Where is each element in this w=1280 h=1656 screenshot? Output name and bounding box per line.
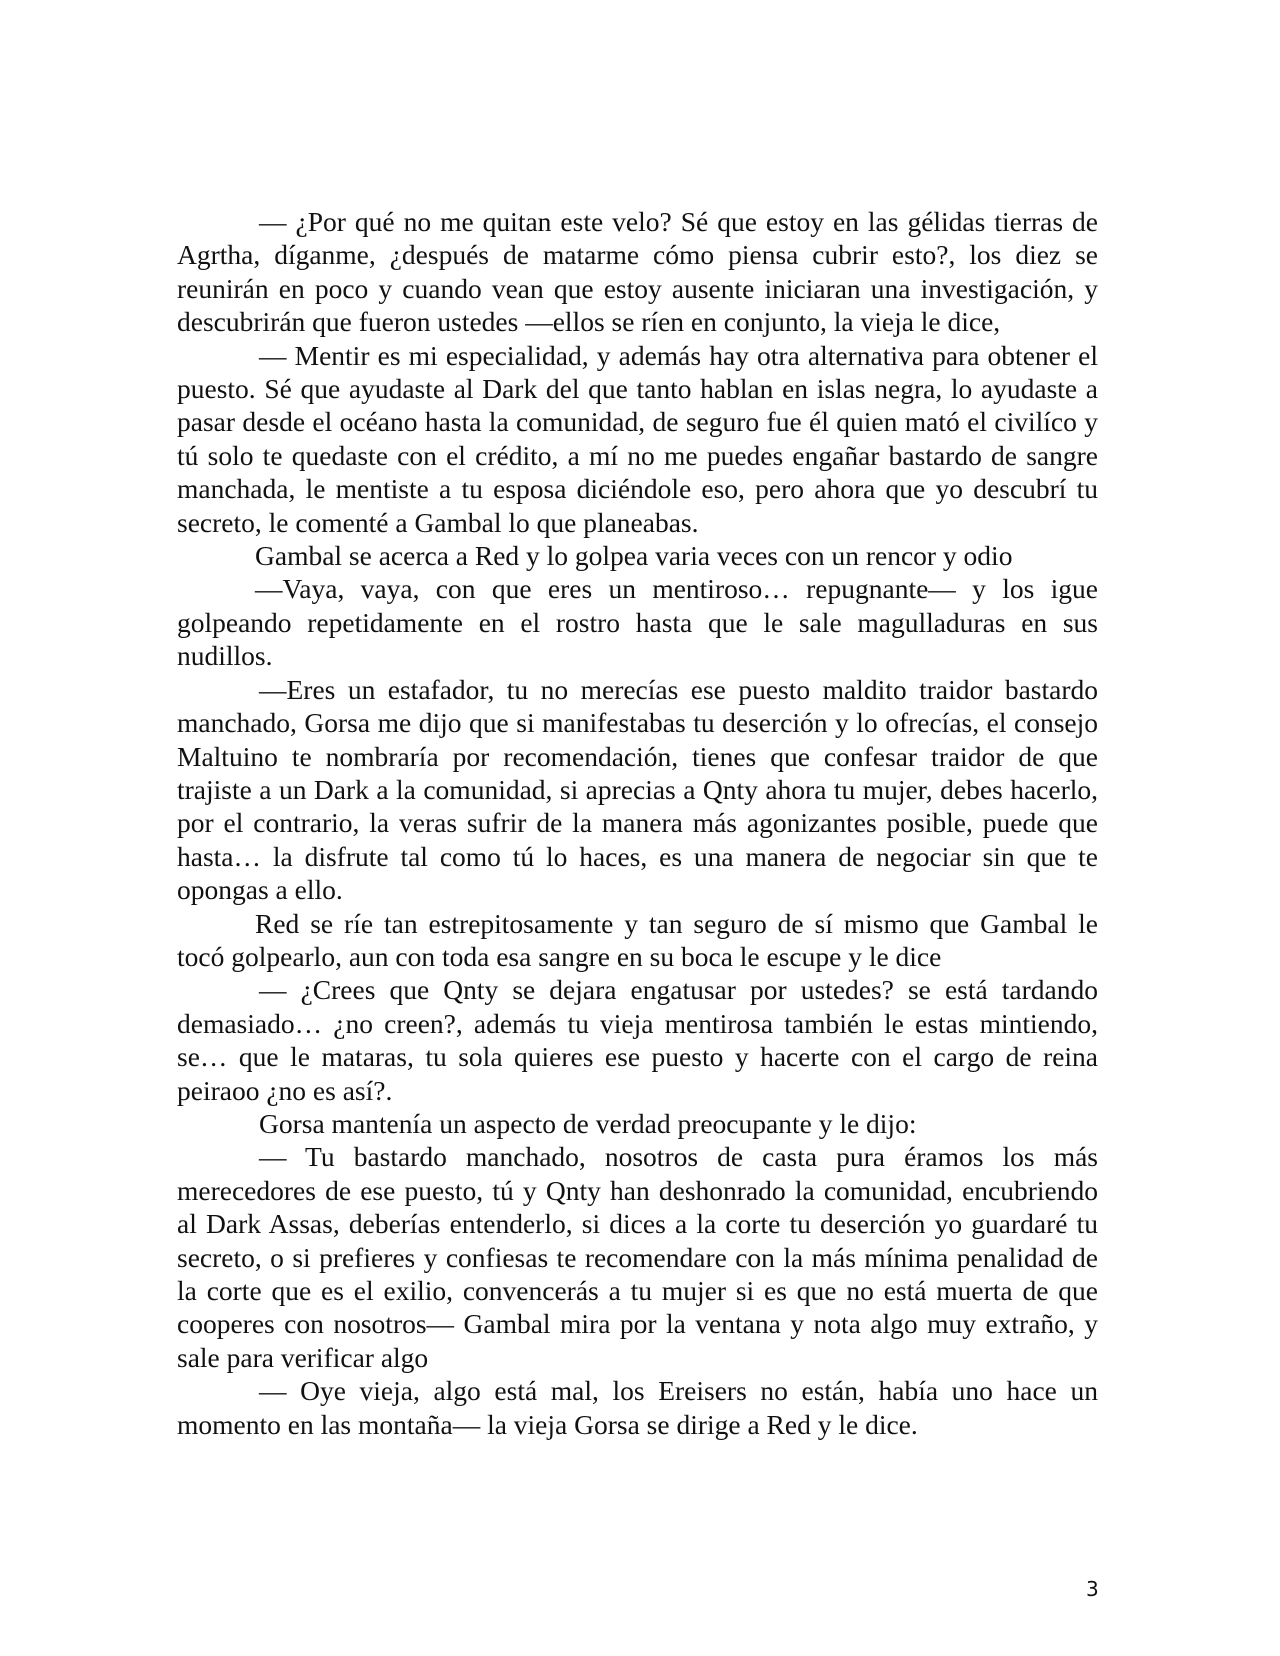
body-text	[177, 205, 1098, 1441]
paragraph: —Vaya, vaya, con que eres un mentiroso… repugnante— y los igue golpeando repetidamente en el rostro hasta que le sale magulladuras en sus nudillos.	[177, 573, 1098, 672]
paragraph: — ¿Crees que Qnty se dejara engatusar por ustedes? se está tardando demasiado… ¿no creen?, además tu vieja mentirosa también le estas mintiendo, se… que le mataras, tu sola quieres ese puesto y hacerte con el cargo de reina peiraoo ¿no es así?.	[177, 974, 1098, 1106]
paragraph: Gorsa mantenía un aspecto de verdad preocupante y le dijo:	[259, 1107, 917, 1139]
page-number: 3	[1086, 1577, 1099, 1601]
paragraph: — Mentir es mi especialidad, y además hay otra alternativa para obtener el puesto. Sé que ayudaste al Dark del que tanto hablan en islas negra, lo ayudaste a pasar desde el océano hasta la comunidad, de seguro fue él quien mató el civilíco y tú solo te quedaste con el crédito, a mí no me puedes engañar bastardo de sangre manchada, le mentiste a tu esposa diciéndole eso, pero ahora que yo descubrí tu secreto, le comenté a Gambal lo que planeabas.	[177, 339, 1098, 538]
paragraph: Gambal se acerca a Red y lo golpea varia veces con un rencor y odio	[255, 540, 1013, 572]
paragraph: —Eres un estafador, tu no merecías ese puesto maldito traidor bastardo manchado, Gorsa me dijo que si manifestabas tu deserción y lo ofrecías, el consejo Maltuino te nombraría por recomendación, tienes que confesar traidor de que trajiste a un Dark a la comunidad, si aprecias a Qnty ahora tu mujer, debes hacerlo, por el contrario, la veras sufrir de la manera más agonizantes posible, puede que hasta… la disfrute tal como tú lo haces, es una manera de negociar sin que te opongas a ello.	[177, 673, 1098, 906]
paragraph: Red se ríe tan estrepitosamente y tan seguro de sí mismo que Gambal le tocó golpearlo, aun con toda esa sangre en su boca le escupe y le dice	[177, 907, 1098, 972]
paragraph: — ¿Por qué no me quitan este velo? Sé que estoy en las gélidas tierras de Agrtha, díganme, ¿después de matarme cómo piensa cubrir esto?, los diez se reunirán en poco y cuando vean que estoy ausente iniciaran una investigación, y descubrirán que fueron ustedes —ellos se ríen en conjunto, la vieja le dice,	[177, 206, 1098, 338]
paragraph: — Tu bastardo manchado, nosotros de casta pura éramos los más merecedores de ese puesto, tú y Qnty han deshonrado la comunidad, encubriendo al Dark Assas, deberías entenderlo, si dices a la corte tu deserción yo guardaré tu secreto, o si prefieres y confiesas te recomendare con la más mínima penalidad de la corte que es el exilio, convencerás a tu mujer si es que no está muerta de que cooperes con nosotros— Gambal mira por la ventana y nota algo muy extraño, y sale para verificar algo	[177, 1141, 1098, 1373]
paragraph: — Oye vieja, algo está mal, los Ereisers no están, había uno hace un momento en las montaña— la vieja Gorsa se dirige a Red y le dice.	[177, 1375, 1098, 1440]
